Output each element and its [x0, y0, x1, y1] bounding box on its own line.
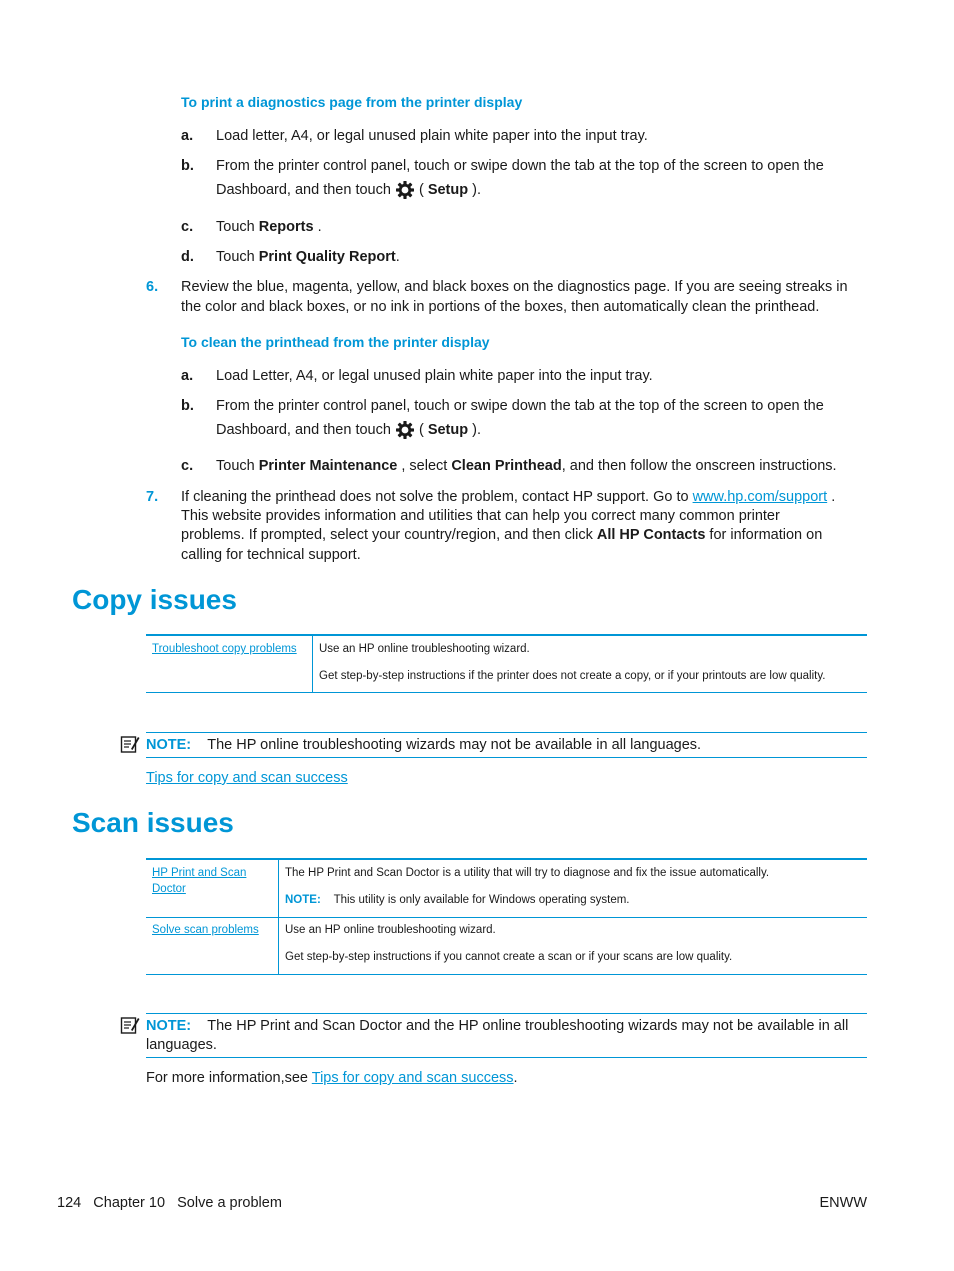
step-7-text4: calling for technical support. — [181, 547, 361, 563]
step2-a-text: Load Letter, A4, or legal unused plain white paper into the input tray. — [216, 368, 653, 384]
copy-row-text1: Use an HP online troubleshooting wizard. — [319, 643, 530, 655]
diagnostics-heading: To print a diagnostics page from the printer display — [181, 94, 523, 110]
step-d-text: Touch Print Quality Report. — [216, 249, 400, 265]
step-7-text1: If cleaning the printhead does not solve the problem, contact HP support. Go to www.hp.com/support . — [181, 489, 836, 505]
note-icon — [120, 1015, 140, 1035]
gear-icon — [395, 180, 415, 200]
scan-row2-text1: Use an HP online troubleshooting wizard. — [285, 924, 496, 936]
copy-table-top-rule — [146, 634, 867, 636]
step-a-text: Load letter, A4, or legal unused plain white paper into the input tray. — [216, 128, 648, 144]
scan-note-line2: languages. — [146, 1037, 217, 1053]
step-c-text: Touch Reports . — [216, 219, 322, 235]
setup-label: Setup — [427, 422, 469, 438]
step-letter: a. — [181, 128, 194, 144]
step-a — [181, 126, 193, 146]
copy-issues-title: Copy issues — [72, 584, 237, 615]
troubleshoot-copy-link[interactable]: Troubleshoot copy problems — [152, 643, 297, 655]
note-icon — [120, 734, 140, 754]
step2-b-text1: From the printer control panel, touch or swipe down the tab at the top of the screen to open the — [216, 398, 824, 414]
step-b-text2: Dashboard, and then touch ( Setup ). — [216, 180, 481, 200]
step-7-text3: problems. If prompted, select your country/region, and then click All HP Contacts for information on — [181, 527, 823, 543]
hp-support-link[interactable]: www.hp.com/support — [692, 489, 828, 505]
step-7-number: 7. — [146, 489, 159, 505]
note-label: NOTE: — [146, 737, 192, 753]
step2-b-text2: Dashboard, and then touch ( Setup ). — [216, 420, 481, 440]
solve-scan-problems-link[interactable]: Solve scan problems — [152, 924, 259, 936]
step-b-letter: b. — [181, 158, 194, 174]
step-c-letter: c. — [181, 219, 194, 235]
scan-table-bottom-rule — [146, 974, 867, 975]
scan-issues-title: Scan issues — [72, 807, 234, 838]
scan-row1-text: The HP Print and Scan Doctor is a utility that will try to diagnose and fix the issue automatically. — [285, 867, 770, 879]
step2-a-letter: a. — [181, 368, 194, 384]
tips-copy-scan-link-2[interactable]: Tips for copy and scan success — [311, 1070, 514, 1086]
copy-row-text2: Get step-by-step instructions if the printer does not create a copy, or if your printouts are low quality. — [319, 670, 826, 682]
chapter-label: Chapter 10 — [93, 1195, 166, 1211]
copy-table-bottom-rule — [146, 692, 867, 693]
step-b-text1: From the printer control panel, touch or swipe down the tab at the top of the screen to open the — [216, 158, 824, 174]
setup-label: Setup — [427, 182, 469, 198]
scan-table-top-rule — [146, 858, 867, 860]
clean-printhead-heading: To clean the printhead from the printer display — [181, 334, 490, 350]
page-number: 124 — [57, 1195, 82, 1211]
chapter-title: Solve a problem — [177, 1195, 282, 1211]
step2-c-letter: c. — [181, 458, 194, 474]
print-scan-doctor-link-line1[interactable]: HP Print and Scan — [152, 867, 247, 879]
page-footer-left — [57, 1193, 282, 1213]
gear-icon — [395, 420, 415, 440]
step-6-text1: Review the blue, magenta, yellow, and black boxes on the diagnostics page. If you are seeing streaks in — [181, 279, 848, 295]
tips-copy-scan-link[interactable]: Tips for copy and scan success — [146, 770, 348, 786]
step-6-number: 6. — [146, 279, 159, 295]
copy-table-divider — [312, 636, 313, 693]
note-label: NOTE: — [146, 1018, 192, 1034]
step2-c-text: Touch Printer Maintenance , select Clean Printhead, and then follow the onscreen instructions. — [216, 458, 837, 474]
scan-table-row-rule — [146, 917, 867, 918]
step-6-text2: the color and black boxes, or no ink in portions of the boxes, then automatically clean the printhead. — [181, 299, 820, 315]
step-d-letter: d. — [181, 249, 194, 265]
print-scan-doctor-link-line2[interactable]: Doctor — [152, 883, 186, 895]
step-7-text2: This website provides information and utilities that can help you correct many common printer — [181, 508, 780, 524]
copy-note: NOTE: The HP online troubleshooting wizards may not be available in all languages. — [146, 737, 702, 753]
step2-b-letter: b. — [181, 398, 194, 414]
scan-row2-text2: Get step-by-step instructions if you cannot create a scan or if your scans are low quality. — [285, 951, 733, 963]
scan-row1-note: NOTE: This utility is only available for Windows operating system. — [285, 894, 630, 906]
page-footer-right: ENWW — [819, 1195, 867, 1211]
scan-note-line1: NOTE: The HP Print and Scan Doctor and the HP online troubleshooting wizards may not be available in all — [146, 1018, 849, 1034]
more-info: For more information,see Tips for copy and scan success. — [146, 1070, 518, 1086]
